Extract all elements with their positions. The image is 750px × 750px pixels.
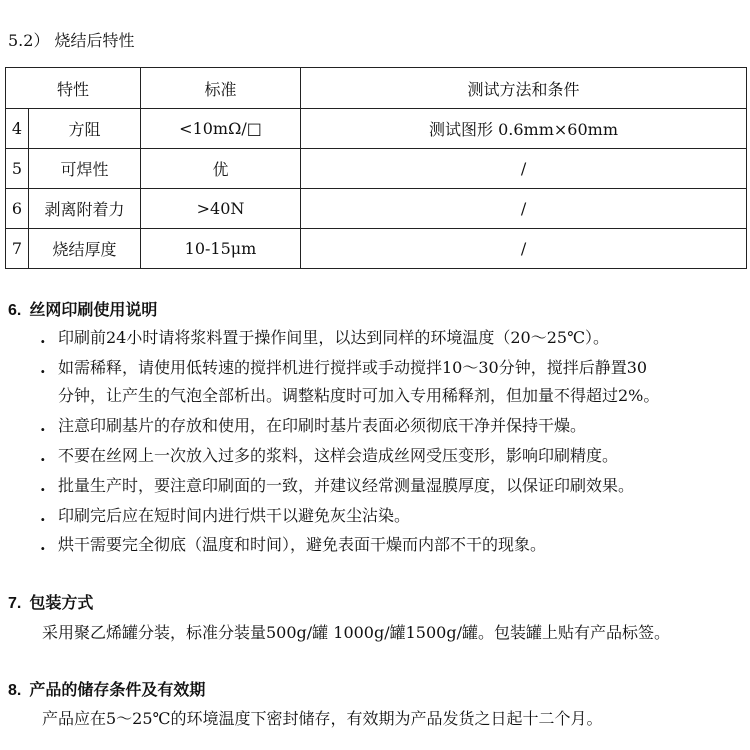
list-item-text: 印刷前24小时请将浆料置于操作间里，以达到同样的环境温度（20～25℃）。 [58,328,609,347]
table-row [6,109,747,149]
bullet-icon: . [40,416,46,435]
properties-table [5,67,747,269]
list-item-text: 如需稀释，请使用低转速的搅拌机进行搅拌或手动搅拌10～30分钟，搅拌后静置30 [58,358,648,377]
table-row [6,229,747,269]
list-item-text: 注意印刷基片的存放和使用，在印刷时基片表面必须彻底干净并保持干燥。 [58,416,587,435]
row-method: / [301,189,747,229]
bullet-icon: . [40,476,46,495]
row-property: 可焊性 [29,149,141,189]
section-number: 8. [8,682,22,699]
section-6-heading [8,297,157,320]
list-item [40,413,586,436]
section-number: 7. [8,595,22,612]
list-item [40,325,609,348]
row-property: 剥离附着力 [29,189,141,229]
header-standard: 标准 [141,68,301,109]
section-title: 丝网印刷使用说明 [29,300,158,319]
list-item-continuation: 分钟，让产生的气泡全部析出。调整粘度时可加入专用稀释剂，但加量不得超过2%。 [58,386,660,405]
row-standard: 优 [141,149,301,189]
section-title: 产品的储存条件及有效期 [29,680,206,699]
list-item-text: 不要在丝网上一次放入过多的浆料，这样会造成丝网受压变形，影响印刷精度。 [58,446,619,465]
list-item [40,532,546,555]
row-standard: >40N [141,189,301,229]
row-standard: <10mΩ/□ [141,109,301,149]
storage-text: 产品应在5～25℃的环境温度下密封储存，有效期为产品发货之日起十二个月。 [42,709,603,728]
table-header-row [6,68,747,109]
row-property: 方阻 [29,109,141,149]
row-method: 测试图形 0.6mm×60mm [301,109,747,149]
list-item [40,355,647,378]
row-method: / [301,229,747,269]
row-number: 5 [6,149,29,189]
table-row [6,189,747,229]
section-7-heading [8,590,93,613]
bullet-icon: . [40,358,46,377]
section-number: 6. [8,302,22,319]
list-item [40,473,634,496]
list-item-text: 印刷完后应在短时间内进行烘干以避免灰尘沾染。 [58,506,411,525]
row-standard: 10-15μm [141,229,301,269]
row-number: 6 [6,189,29,229]
section-8-heading [8,677,205,700]
header-method: 测试方法和条件 [301,68,747,109]
header-property: 特性 [6,68,141,109]
bullet-icon: . [40,506,46,525]
section-title: 包装方式 [29,593,94,612]
list-item-text: 烘干需要完全彻底（温度和时间），避免表面干燥而内部不干的现象。 [58,535,547,554]
list-item-text: 批量生产时，要注意印刷面的一致，并建议经常测量湿膜厚度，以保证印刷效果。 [58,476,635,495]
bullet-icon: . [40,328,46,347]
row-number: 4 [6,109,29,149]
row-method: / [301,149,747,189]
packaging-text: 采用聚乙烯罐分装，标准分装量500g/罐 1000g/罐1500g/罐。包装罐上贴有产品标签。 [42,623,670,642]
bullet-icon: . [40,446,46,465]
list-item [40,443,618,466]
bullet-icon: . [40,535,46,554]
table-row [6,149,747,189]
row-number: 7 [6,229,29,269]
section-5-2-heading: 5.2） 烧结后特性 [8,31,135,50]
row-property: 烧结厚度 [29,229,141,269]
list-item [40,503,410,526]
